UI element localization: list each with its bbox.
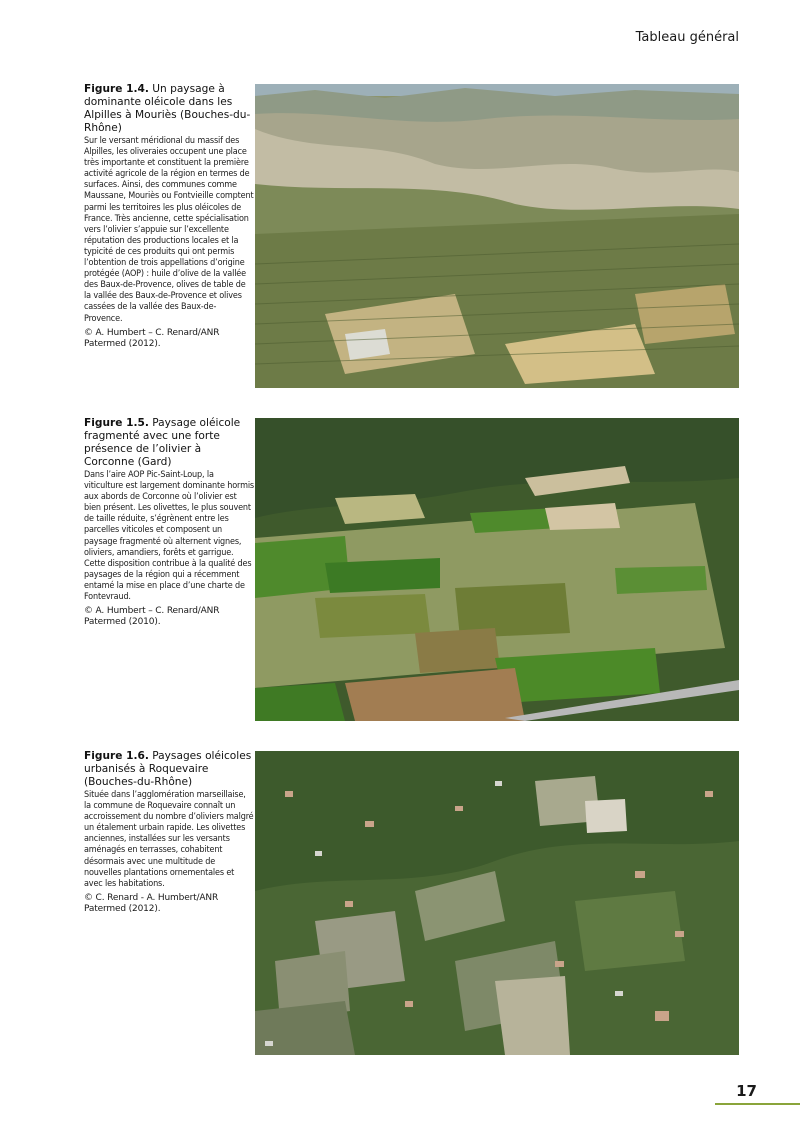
figure-title-text: Un paysage à dominante oléicole dans les Alpilles à Mouriès (Bouches-du-Rhône)	[84, 83, 251, 134]
page-number: 17	[736, 1082, 757, 1100]
photo-alpilles-mouries	[255, 84, 739, 388]
figure-caption-1-5	[84, 417, 254, 628]
photo-roquevaire	[255, 751, 739, 1055]
footer-accent-rule	[715, 1103, 800, 1105]
figure-title	[84, 750, 254, 789]
figure-description: Sur le versant méridional du massif des Alpilles, les oliveraies occupent une place très importante et constituent la première activité agricole de la région en termes de surfaces. Ainsi, des communes comme Maussane, Mouriès ou Fontvieille comptent parmi les territoires les plus oléicoles de France. Très ancienne, cette spécialisation vers l’olivier s’appuie sur l’excellente réputation des productions locales et la typicité de ces produits qui ont permis l’obtention de trois appellations d’origine protégée (AOP) : huile d’olive de la vallée des Baux-de-Provence, olives de table de la vallée des Baux-de-Provence et olives cassées de la vallée des Baux-de-Provence.	[84, 136, 254, 324]
photo-corconne	[255, 418, 739, 721]
photo-credit: © A. Humbert – C. Renard/ANR Patermed (2012).	[84, 327, 220, 349]
figure-title	[84, 83, 254, 135]
figure-caption-1-6	[84, 750, 254, 915]
figure-title	[84, 417, 254, 469]
figure-number: Figure 1.4.	[84, 83, 149, 95]
photo-credit: © A. Humbert – C. Renard/ANR Patermed (2010).	[84, 606, 220, 628]
figure-title-text: Paysages oléicoles urbanisés à Roquevaire (Bouches-du-Rhône)	[84, 750, 252, 788]
photo-credit: © C. Renard - A. Humbert/ANR Patermed (2012).	[84, 892, 219, 914]
figure-number: Figure 1.5.	[84, 417, 149, 429]
figure-description: Située dans l’agglomération marseillaise, la commune de Roquevaire connaît un accroissement du nombre d’oliviers malgré un étalement urbain rapide. Les olivettes anciennes, installées sur les versants aménagés en terrasses, cohabitent désormais avec une multitude de nouvelles plantations ornementales et avec les habitations.	[84, 790, 254, 889]
figure-number: Figure 1.6.	[84, 750, 149, 762]
figure-description: Dans l’aire AOP Pic-Saint-Loup, la viticulture est largement dominante hormis aux abords de Corconne où l’olivier est bien présent. Les olivettes, le plus souvent de taille réduite, s’égrènent entre les parcelles viticoles et composent un paysage fragmenté où alternent vignes, oliviers, amandiers, forêts et garrigue. Cette disposition contribue à la qualité des paysages de la région qui a récemment entamé la mise en place d’une charte de Fontevraud.	[84, 470, 254, 603]
running-header: Tableau général	[635, 30, 739, 45]
figure-title-text: Paysage oléicole fragmenté avec une forte présence de l’olivier à Corconne (Gard)	[84, 417, 241, 468]
figure-caption-1-4	[84, 83, 254, 350]
